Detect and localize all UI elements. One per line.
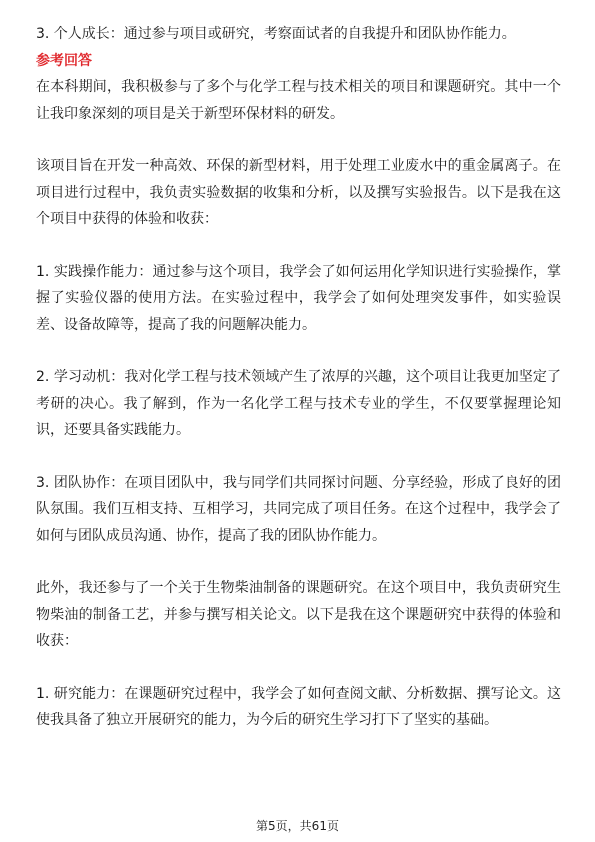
paragraph: 3. 个人成长：通过参与项目或研究，考察面试者的自我提升和团队协作能力。 bbox=[36, 26, 516, 42]
paragraph-gap bbox=[36, 444, 561, 470]
paragraph: 1. 研究能力：在课题研究过程中，我学会了如何查阅文献、分析数据、撰写论文。这使我具备了独立开展研究的能力，为今后的研究生学习打下了坚实的基础。 bbox=[36, 685, 561, 728]
paragraph-gap bbox=[36, 338, 561, 364]
paragraph-gap bbox=[36, 233, 561, 259]
document-body bbox=[36, 21, 561, 734]
section-heading: 参考回答 bbox=[36, 52, 92, 69]
paragraph: 3. 团队协作：在项目团队中，我与同学们共同探讨问题、分享经验，形成了良好的团队氛围。我们互相支持、互相学习，共同完成了项目任务。在这个过程中，我学会了如何与团队成员沟通、协作，提高了我的团队协作能力。 bbox=[36, 474, 561, 544]
paragraph: 该项目旨在开发一种高效、环保的新型材料，用于处理工业废水中的重金属离子。在项目进行过程中，我负责实验数据的收集和分析，以及撰写实验报告。以下是我在这个项目中获得的体验和收获： bbox=[36, 158, 561, 227]
paragraph: 2. 学习动机：我对化学工程与技术领域产生了浓厚的兴趣，这个项目让我更加坚定了考研的决心。我了解到，作为一名化学工程与技术专业的学生，不仅要掌握理论知识，还要具备实践能力。 bbox=[36, 369, 561, 438]
paragraph: 此外，我还参与了一个关于生物柴油制备的课题研究。在这个项目中，我负责研究生物柴油的制备工艺，并参与撰写相关论文。以下是我在这个课题研究中获得的体验和收获： bbox=[36, 580, 561, 649]
paragraph-gap bbox=[36, 655, 561, 681]
paragraph: 在本科期间，我积极参与了多个与化学工程与技术相关的项目和课题研究。其中一个让我印象深刻的项目是关于新型环保材料的研发。 bbox=[36, 79, 561, 122]
page-footer: 第5页，共61页 bbox=[256, 819, 339, 833]
paragraph: 1. 实践操作能力：通过参与这个项目，我学会了如何运用化学知识进行实验操作，掌握了实验仪器的使用方法。在实验过程中，我学会了如何处理突发事件，如实验误差、设备故障等，提高了我的问题解决能力。 bbox=[36, 263, 561, 333]
paragraph-gap bbox=[36, 549, 561, 575]
paragraph-gap bbox=[36, 127, 561, 153]
